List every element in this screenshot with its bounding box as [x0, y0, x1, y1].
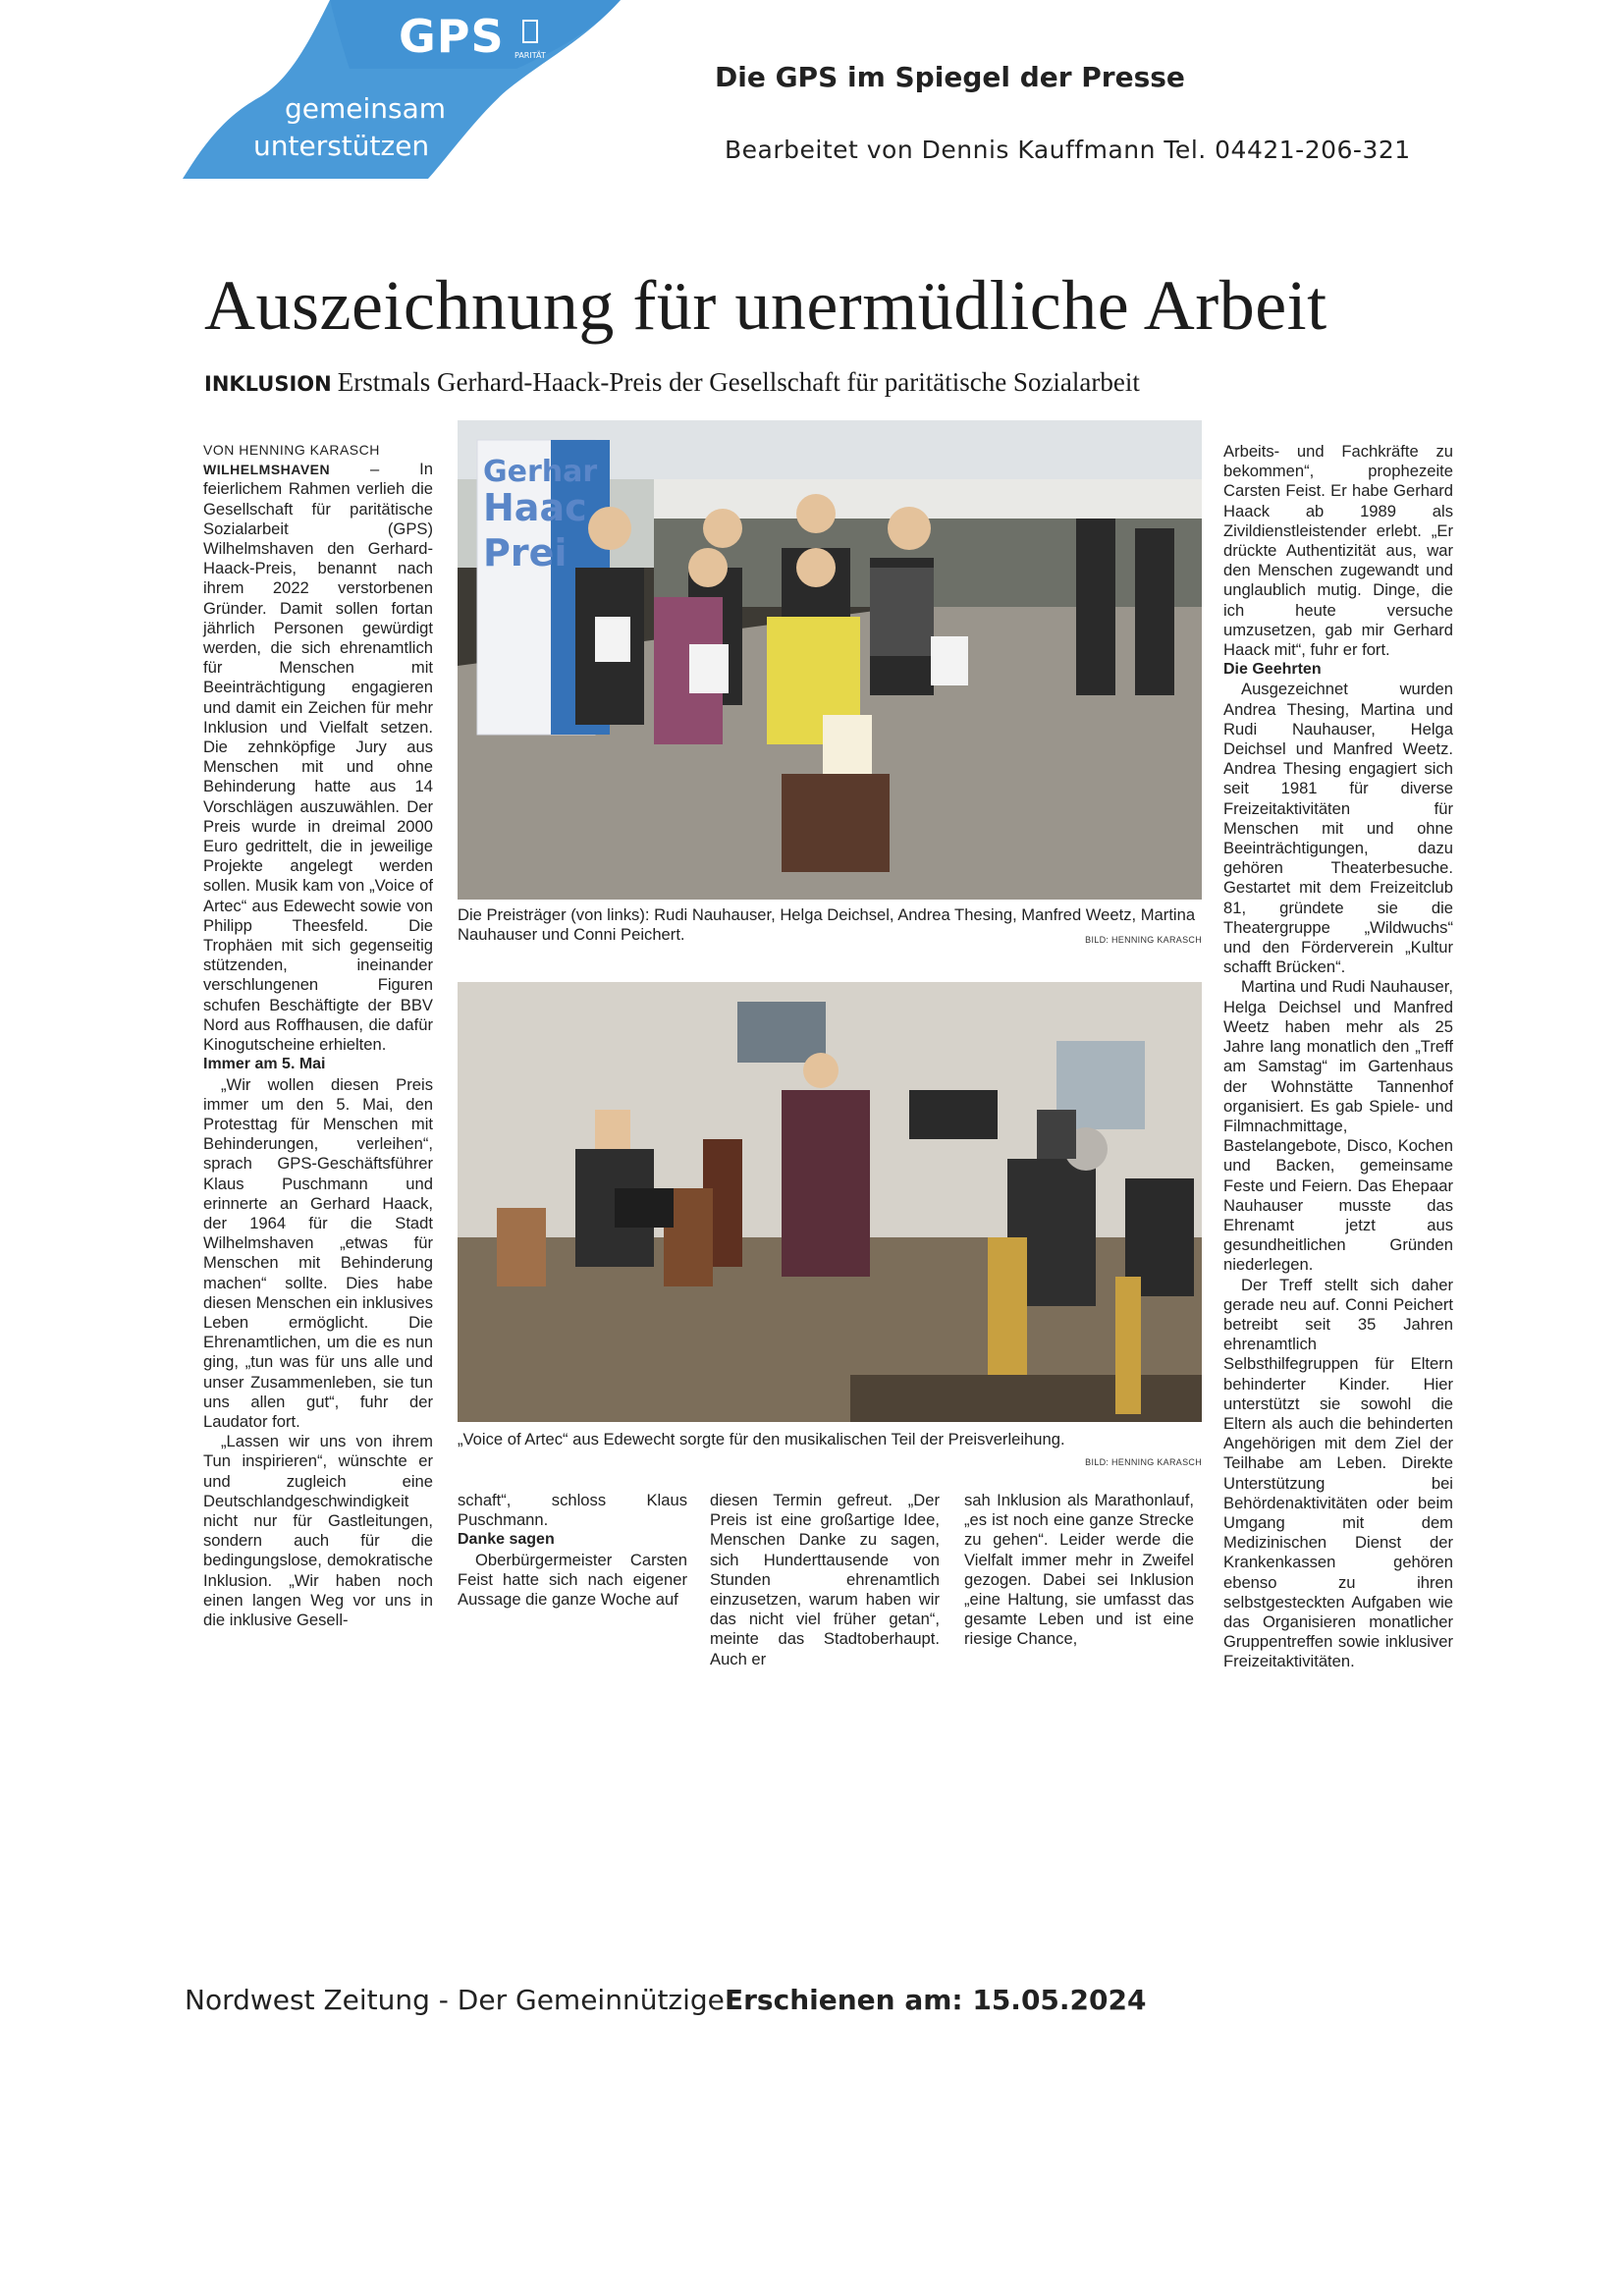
- svg-text:Gerhar: Gerhar: [483, 455, 598, 489]
- logo-badge: PARITÄT: [514, 51, 546, 60]
- logo-badge-icon: [522, 20, 538, 43]
- article-subhead: Die Geehrten: [1223, 661, 1322, 679]
- article-paragraph: WILHELMSHAVEN – In feierlichem Rahmen verlieh die Gesellschaft für paritätische Sozialarbeit (GPS) Wilhelmshaven den Gerhard-Haack-Preis, benannt nach ihrem 2022 verstorbenen Gründer. Damit sollen fortan jährlich Personen gewürdigt werden, die sich ehrenamtlich für Menschen mit Beeinträchtigung engagieren und damit ein Zeichen für mehr Inklusion und Vielfalt setzen. Die zehnköpfige Jury aus Menschen mit und ohne Behinderung hatte aus 14 Vorschlägen auszuwählen. Der Preis wurde in dreimal 2000 Euro gedrittelt, die in jeweilige Projekte angelegt werden sollen. Musik kam von „Voice of Artec“ aus Edewecht sowie von Philipp Theesfeld. Die Trophäen mit sich gegenseitig stützenden, ineinander verschlungenen Figuren schufen Beschäftigte der BBV Nord aus Roffhausen, die dafür Kinogutscheine erhielten.: [203, 460, 433, 1055]
- footer-source: Nordwest Zeitung - Der Gemeinnützige: [185, 1984, 725, 2016]
- footer-published: Erschienen am: 15.05.2024: [725, 1984, 1147, 2016]
- article-paragraph: Arbeits- und Fachkräfte zu bekommen“, prophezeite Carsten Feist. Er habe Gerhard Haack ab 1989 als Zivildienstleistender erlebt. „Er drückte Authentizität aus, war den Menschen zugewandt und unglaublich mutig. Dinge, die ich heute versuche umzusetzen, gab mir Gerhard Haack mit“, fuhr er fort.: [1223, 442, 1453, 660]
- article-headline: Auszeichnung für unermüdliche Arbeit: [204, 266, 1327, 345]
- article-subheadline: Erstmals Gerhard-Haack-Preis der Gesellschaft für paritätische Sozialarbeit: [337, 367, 1140, 397]
- photo-band-image: [458, 982, 1202, 1422]
- article-column-2: [458, 1491, 687, 1610]
- article-subheadline-row: [204, 367, 1140, 398]
- article-column-5: [1223, 442, 1453, 1672]
- photo-award-winners-image: [458, 420, 1202, 900]
- photo-band: [458, 982, 1202, 1422]
- photo-award-winners: [458, 420, 1202, 900]
- article-paragraph: „Lassen wir uns von ihrem Tun inspirieren“, wünschte er und zugleich eine Deutschlandgeschwindigkeit nicht nur für Gastleitungen, sondern auch für die bedingungslose, demokratische Inklusion. „Wir haben noch einen langen Weg vor uns in die inklusive Gesell-: [203, 1432, 433, 1629]
- article-subhead: Immer am 5. Mai: [203, 1056, 326, 1073]
- article-paragraph: Oberbürgermeister Carsten Feist hatte sich nach eigener Aussage die ganze Woche auf: [458, 1550, 687, 1610]
- article-paragraph: Ausgezeichnet wurden Andrea Thesing, Martina und Rudi Nauhauser, Helga Deichsel und Manfred Weetz. Andrea Thesing engagiert sich seit 1981 für diverse Freizeitaktivitäten für Menschen mit und ohne Beeinträchtigungen, dazu gehören Theaterbesuche. Gestartet mit dem Freizeitclub 81, gründete sie die Theatergruppe „Wildwuchs“ und den Förderverein „Kultur schafft Brücken“.: [1223, 680, 1453, 977]
- gps-logo: [183, 0, 621, 179]
- article-paragraph: schaft“, schloss Klaus Puschmann.: [458, 1491, 687, 1530]
- photo1-credit: BILD: HENNING KARASCH: [1085, 935, 1202, 945]
- photo2-caption: „Voice of Artec“ aus Edewecht sorgte für den musikalischen Teil der Preisverleihung.: [458, 1430, 1065, 1449]
- header-title: Die GPS im Spiegel der Presse: [715, 61, 1185, 93]
- logo-tagline-2: unterstützen: [253, 130, 430, 162]
- svg-text:Prei: Prei: [483, 531, 568, 574]
- article-column-3: [710, 1491, 940, 1669]
- article-dateline: WILHELMSHAVEN: [203, 462, 331, 478]
- header-editor: Bearbeitet von Dennis Kauffmann Tel. 04421-206-321: [725, 136, 1411, 164]
- article-author: VON HENNING KARASCH: [203, 442, 380, 458]
- article-kicker: INKLUSION: [204, 372, 332, 396]
- logo-tagline-1: gemeinsam: [285, 92, 447, 125]
- logo-brand: GPS: [399, 10, 505, 63]
- article-paragraph: Martina und Rudi Nauhauser, Helga Deichsel und Manfred Weetz haben mehr als 25 Jahre lang monatlich den „Treff am Samstag“ im Gartenhaus der Wohnstätte Tannenhof organisiert. Es gab Spiele- und Filmnachmittage, Bastelangebote, Disco, Kochen und Backen, gemeinsame Feste und Feiern. Das Ehepaar Nauhauser musste das Ehrenamt jetzt aus gesundheitlichen Gründen niederlegen.: [1223, 977, 1453, 1275]
- article-paragraph: Der Treff stellt sich daher gerade neu auf. Conni Peichert betreibt seit 35 Jahren ehrenamtlich Selbsthilfegruppen für Eltern behinderter Kinder. Hier unterstützt sie sowohl die Eltern als auch die behinderten Angehörigen mit dem Ziel der Teilhabe am Leben. Direkte Unterstützung bei Behördenaktivitäten oder beim Umgang mit dem Medizinischen Dienst der Krankenkassen gehören ebenso zu ihren selbstgesteckten Aufgaben wie das Organisieren monatlicher Gruppentreffen sowie inklusiver Freizeitaktivitäten.: [1223, 1275, 1453, 1671]
- article-paragraph: „Wir wollen diesen Preis immer um den 5. Mai, den Protesttag für Menschen mit Behinderungen, verleihen“, sprach GPS-Geschäftsführer Klaus Puschmann und erinnerte an Gerhard Haack, der 1964 für die Stadt Wilhelmshaven „etwas für Menschen mit Behinderung machen“ sollte. Dies habe diesen Menschen ein inklusives Leben ermöglicht. Die Ehrenamtlichen, um die es nun ging, „tun was für uns alle und unser Zusammenleben, sie tun uns allen gut“, fuhr der Laudator fort.: [203, 1074, 433, 1431]
- article-paragraph: sah Inklusion als Marathonlauf, „es ist noch eine ganze Strecke zu gehen“. Leider werde die Vielfalt immer mehr in Zweifel gezogen. Dabei sei Inklusion „eine Haltung, sie umfasst das gesamte Leben und ist eine riesige Chance,: [964, 1491, 1194, 1649]
- article-subhead: Danke sagen: [458, 1531, 555, 1549]
- article-column-4: [964, 1491, 1194, 1650]
- photo2-credit: BILD: HENNING KARASCH: [1085, 1457, 1202, 1467]
- article-paragraph: diesen Termin gefreut. „Der Preis ist eine großartige Idee, Menschen Danke zu sagen, sich Hunderttausende von Stunden ehrenamtlich einzusetzen, warum haben wir das nicht viel früher getan“, meinte das Stadtoberhaupt. Auch er: [710, 1491, 940, 1668]
- photo1-caption: Die Preisträger (von links): Rudi Nauhauser, Helga Deichsel, Andrea Thesing, Manfred Weetz, Martina Nauhauser und Conni Peichert.: [458, 905, 1196, 944]
- svg-text:Haac: Haac: [483, 486, 587, 529]
- article-column-1: [203, 440, 433, 1630]
